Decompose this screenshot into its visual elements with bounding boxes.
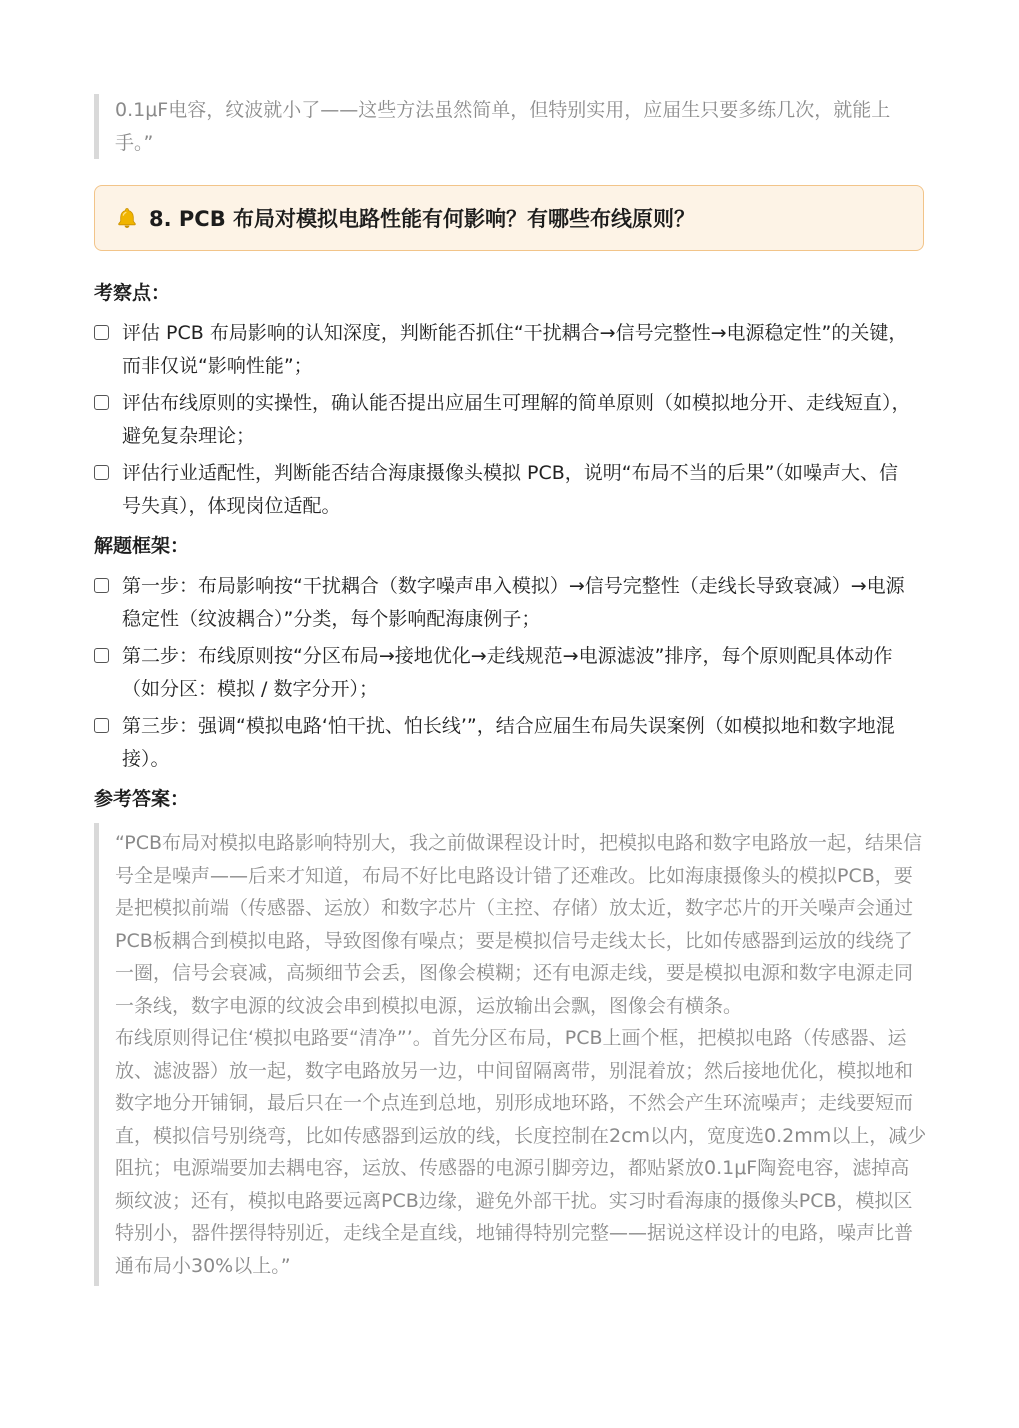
question-title: 8. PCB 布局对模拟电路性能有何影响？有哪些布线原则？ xyxy=(149,207,696,231)
framework-list xyxy=(94,570,926,775)
framework-text: 第一步：布局影响按“干扰耦合（数字噪声串入模拟）→信号完整性（走线长导致衰减）→电源稳定性（纹波耦合）”分类，每个影响配海康例子； xyxy=(122,575,905,630)
exam-points-list xyxy=(94,317,926,522)
checkbox[interactable] xyxy=(94,395,109,410)
question-callout xyxy=(94,185,924,251)
exam-point-item xyxy=(94,317,926,382)
checkbox[interactable] xyxy=(94,465,109,480)
exam-point-text: 评估行业适配性，判断能否结合海康摄像头模拟 PCB，说明“布局不当的后果”（如噪声大、信号失真），体现岗位适配。 xyxy=(122,462,898,517)
checkbox[interactable] xyxy=(94,648,109,663)
intro-quote-text: 0.1μF电容，纹波就小了——这些方法虽然简单，但特别实用，应届生只要多练几次，就能上手。” xyxy=(115,99,891,154)
checkbox[interactable] xyxy=(94,578,109,593)
framework-item xyxy=(94,640,926,705)
framework-item xyxy=(94,570,926,635)
document-page xyxy=(94,94,926,1286)
checkbox[interactable] xyxy=(94,718,109,733)
framework-item xyxy=(94,710,926,775)
answer-paragraph: “PCB布局对模拟电路影响特别大，我之前做课程设计时，把模拟电路和数字电路放一起，结果信号全是噪声——后来才知道，布局不好比电路设计错了还难改。比如海康摄像头的模拟PCB，要是把模拟前端（传感器、运放）和数字芯片（主控、存储）放太近，数字芯片的开关噪声会通过PCB板耦合到模拟电路，导致图像有噪点；要是模拟信号走线太长，比如传感器到运放的线绕了一圈，信号会衰减，高频细节会丢，图像会模糊；还有电源走线，要是模拟电源和数字电源走同一条线，数字电源的纹波会串到模拟电源，运放输出会飘，图像会有横条。 xyxy=(115,832,923,1017)
exam-point-item xyxy=(94,457,926,522)
framework-text: 第二步：布线原则按“分区布局→接地优化→走线规范→电源滤波”排序，每个原则配具体动作（如分区：模拟 / 数字分开）； xyxy=(122,645,893,700)
bell-icon xyxy=(115,206,139,230)
framework-text: 第三步：强调“模拟电路‘怕干扰、怕长线’”，结合应届生布局失误案例（如模拟地和数字地混接）。 xyxy=(122,715,895,770)
answer-heading: 参考答案： xyxy=(94,788,190,810)
answer-quote xyxy=(94,823,926,1286)
exam-point-item xyxy=(94,387,926,452)
framework-heading: 解题框架： xyxy=(94,535,190,557)
exam-points-heading: 考察点： xyxy=(94,282,171,304)
exam-point-text: 评估 PCB 布局影响的认知深度，判断能否抓住“干扰耦合→信号完整性→电源稳定性”的关键，而非仅说“影响性能”； xyxy=(122,322,908,377)
answer-paragraph: 布线原则得记住‘模拟电路要“清净”’。首先分区布局，PCB上画个框，把模拟电路（传感器、运放、滤波器）放一起，数字电路放另一边，中间留隔离带，别混着放；然后接地优化，模拟地和数字地分开铺铜，最后只在一个点连到总地，别形成地环路，不然会产生环流噪声；走线要短而直，模拟信号别绕弯，比如传感器到运放的线，长度控制在2cm以内，宽度选0.2mm以上，减少阻抗；电源端要加去耦电容，运放、传感器的电源引脚旁边，都贴紧放0.1μF陶瓷电容，滤掉高频纹波；还有，模拟电路要远离PCB边缘，避免外部干扰。实习时看海康的摄像头PCB，模拟区特别小，器件摆得特别近，走线全是直线，地铺得特别完整——据说这样设计的电路，噪声比普通布局小30%以上。” xyxy=(115,1027,927,1277)
exam-point-text: 评估布线原则的实操性，确认能否提出应届生可理解的简单原则（如模拟地分开、走线短直），避免复杂理论； xyxy=(122,392,911,447)
intro-quote xyxy=(94,94,926,159)
checkbox[interactable] xyxy=(94,325,109,340)
